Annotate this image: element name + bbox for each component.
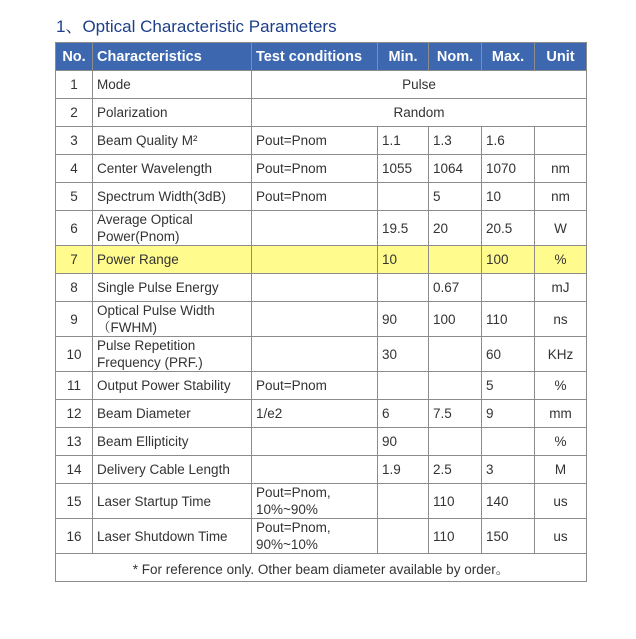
row-max: 110 [482, 302, 535, 337]
characteristic-line-1: Pulse Repetition [97, 338, 196, 353]
table-row [56, 337, 587, 372]
row-max: 60 [482, 337, 535, 372]
header-min: Min. [378, 43, 429, 71]
row-nom: 100 [429, 302, 482, 337]
row-condition: Pout=Pnom [252, 183, 378, 211]
characteristic-line-1: Optical Pulse Width [97, 303, 215, 318]
row-nom [429, 246, 482, 274]
row-unit: nm [535, 183, 587, 211]
row-condition [252, 302, 378, 337]
table-row [56, 127, 587, 155]
header-test-conditions: Test conditions [252, 43, 378, 71]
optical-parameters-table [55, 42, 587, 582]
row-no: 10 [56, 337, 93, 372]
row-unit: ns [535, 302, 587, 337]
row-min [378, 372, 429, 400]
row-max: 3 [482, 456, 535, 484]
row-unit: % [535, 428, 587, 456]
row-characteristic: Center Wavelength [93, 155, 252, 183]
row-max: 140 [482, 484, 535, 519]
row-unit: % [535, 246, 587, 274]
row-characteristic: Mode [93, 71, 252, 99]
row-characteristic: Beam Ellipticity [93, 428, 252, 456]
row-characteristic: Polarization [93, 99, 252, 127]
row-characteristic: Beam Quality M² [93, 127, 252, 155]
row-no: 8 [56, 274, 93, 302]
footnote-row [56, 554, 587, 582]
footnote: * For reference only. Other beam diameter available by order。 [56, 554, 587, 582]
row-no: 6 [56, 211, 93, 246]
row-unit: mJ [535, 274, 587, 302]
row-unit: M [535, 456, 587, 484]
row-characteristic [93, 337, 252, 372]
table-header-row [56, 43, 587, 71]
characteristic-line-1: Average Optical [97, 212, 193, 227]
header-max: Max. [482, 43, 535, 71]
row-nom [429, 428, 482, 456]
row-no: 4 [56, 155, 93, 183]
row-min: 10 [378, 246, 429, 274]
row-min: 1.1 [378, 127, 429, 155]
characteristic-line-2: Power(Pnom) [97, 229, 180, 244]
condition-line-2: 10%~90% [256, 502, 318, 517]
row-max [482, 274, 535, 302]
table-row [56, 274, 587, 302]
table-row [56, 519, 587, 554]
row-no: 5 [56, 183, 93, 211]
row-nom [429, 337, 482, 372]
row-unit: mm [535, 400, 587, 428]
row-max: 1070 [482, 155, 535, 183]
table-row [56, 372, 587, 400]
condition-line-2: 90%~10% [256, 537, 318, 552]
row-min: 30 [378, 337, 429, 372]
row-condition [252, 484, 378, 519]
section-title: 1、Optical Characteristic Parameters [56, 17, 337, 36]
row-unit: KHz [535, 337, 587, 372]
row-max: 20.5 [482, 211, 535, 246]
row-min [378, 484, 429, 519]
row-condition [252, 246, 378, 274]
row-no: 16 [56, 519, 93, 554]
row-characteristic: Single Pulse Energy [93, 274, 252, 302]
table-row [56, 484, 587, 519]
row-condition [252, 456, 378, 484]
row-min [378, 183, 429, 211]
table-row [56, 183, 587, 211]
row-characteristic: Output Power Stability [93, 372, 252, 400]
table-row-highlighted [56, 246, 587, 274]
row-nom: 20 [429, 211, 482, 246]
row-max: 150 [482, 519, 535, 554]
characteristic-line-2: （FWHM) [97, 320, 157, 335]
table-row [56, 400, 587, 428]
characteristic-line-2: Frequency (PRF.) [97, 355, 203, 370]
row-no: 12 [56, 400, 93, 428]
row-no: 7 [56, 246, 93, 274]
row-condition: Pout=Pnom [252, 372, 378, 400]
row-nom: 1.3 [429, 127, 482, 155]
header-unit: Unit [535, 43, 587, 71]
row-nom: 2.5 [429, 456, 482, 484]
row-characteristic: Laser Shutdown Time [93, 519, 252, 554]
row-characteristic [93, 211, 252, 246]
row-no: 14 [56, 456, 93, 484]
row-unit: us [535, 519, 587, 554]
row-min: 1.9 [378, 456, 429, 484]
row-no: 3 [56, 127, 93, 155]
row-max: 1.6 [482, 127, 535, 155]
row-min: 90 [378, 302, 429, 337]
row-no: 9 [56, 302, 93, 337]
row-min: 90 [378, 428, 429, 456]
condition-line-1: Pout=Pnom, [256, 485, 331, 500]
row-characteristic: Delivery Cable Length [93, 456, 252, 484]
row-min: 19.5 [378, 211, 429, 246]
row-max: 10 [482, 183, 535, 211]
row-unit: % [535, 372, 587, 400]
row-nom: 110 [429, 519, 482, 554]
row-condition: 1/e2 [252, 400, 378, 428]
row-nom: 1064 [429, 155, 482, 183]
row-merged-value: Random [252, 99, 587, 127]
row-min: 6 [378, 400, 429, 428]
row-min [378, 519, 429, 554]
table-row [56, 155, 587, 183]
row-nom: 7.5 [429, 400, 482, 428]
row-characteristic [93, 302, 252, 337]
row-unit: nm [535, 155, 587, 183]
row-characteristic: Power Range [93, 246, 252, 274]
row-characteristic: Laser Startup Time [93, 484, 252, 519]
header-nom: Nom. [429, 43, 482, 71]
condition-line-1: Pout=Pnom, [256, 520, 331, 535]
table-row [56, 428, 587, 456]
row-condition [252, 428, 378, 456]
table-row [56, 456, 587, 484]
header-no: No. [56, 43, 93, 71]
row-no: 13 [56, 428, 93, 456]
row-condition: Pout=Pnom [252, 127, 378, 155]
row-no: 2 [56, 99, 93, 127]
row-characteristic: Beam Diameter [93, 400, 252, 428]
row-unit [535, 127, 587, 155]
table-row [56, 302, 587, 337]
row-merged-value: Pulse [252, 71, 587, 99]
row-min: 1055 [378, 155, 429, 183]
table-row [56, 71, 587, 99]
row-condition [252, 274, 378, 302]
row-unit: W [535, 211, 587, 246]
table-row [56, 211, 587, 246]
row-max [482, 428, 535, 456]
row-max: 100 [482, 246, 535, 274]
row-min [378, 274, 429, 302]
row-max: 9 [482, 400, 535, 428]
row-unit: us [535, 484, 587, 519]
row-condition [252, 519, 378, 554]
row-nom: 5 [429, 183, 482, 211]
row-nom: 110 [429, 484, 482, 519]
row-no: 1 [56, 71, 93, 99]
row-nom: 0.67 [429, 274, 482, 302]
table-row [56, 99, 587, 127]
row-no: 15 [56, 484, 93, 519]
header-characteristics: Characteristics [93, 43, 252, 71]
row-condition [252, 337, 378, 372]
row-characteristic: Spectrum Width(3dB) [93, 183, 252, 211]
row-nom [429, 372, 482, 400]
row-condition: Pout=Pnom [252, 155, 378, 183]
row-no: 11 [56, 372, 93, 400]
row-condition [252, 211, 378, 246]
row-max: 5 [482, 372, 535, 400]
